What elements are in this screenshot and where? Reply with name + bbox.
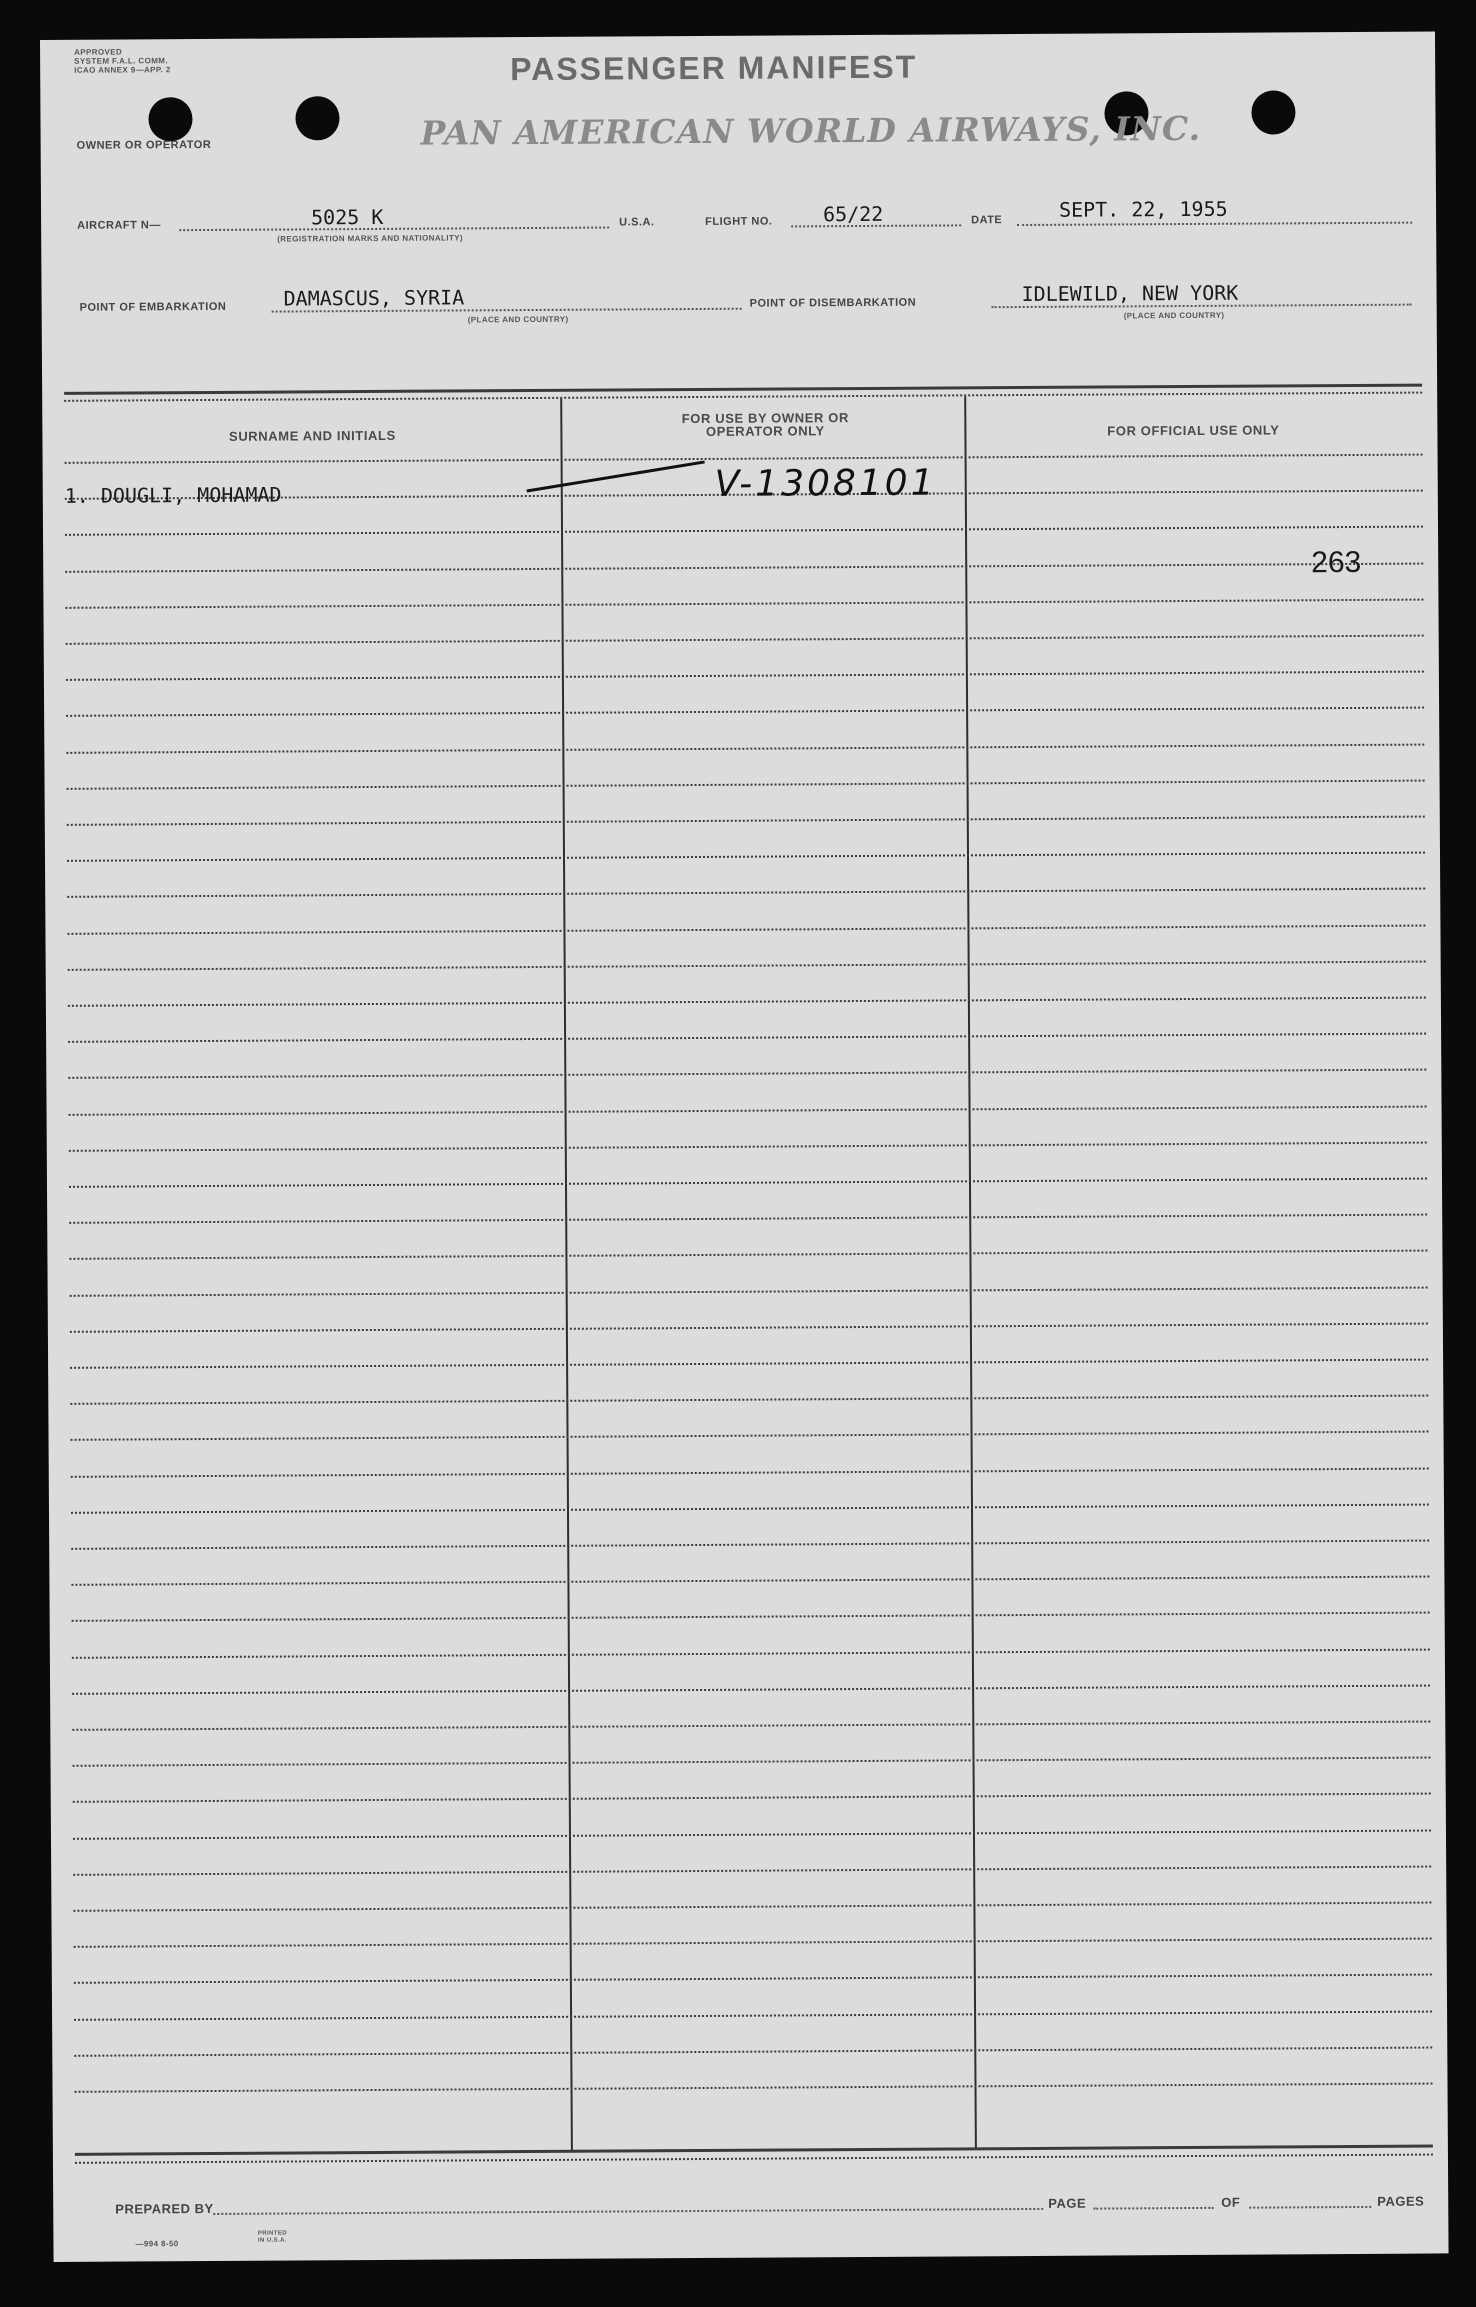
of-line (1249, 2206, 1371, 2209)
table-row-line (74, 2010, 1432, 2020)
approval-line: SYSTEM F.A.L. COMM. (74, 56, 168, 66)
table-row-line (73, 1829, 1431, 1839)
table-row-line (71, 1576, 1429, 1586)
table-row-line (73, 1902, 1431, 1912)
table-row-line (70, 1359, 1428, 1369)
table-row-line (70, 1395, 1428, 1405)
table-row-line (68, 1033, 1426, 1043)
print-code: —994 8-50 (135, 2239, 179, 2249)
table-row-line (69, 1214, 1427, 1224)
passenger-name: 1. DOUGLI, MOHAMAD (64, 482, 282, 508)
table-row-line (75, 2083, 1433, 2093)
table-row-line (72, 1648, 1430, 1658)
prepared-label: PREPARED BY (115, 2200, 214, 2217)
column-header-official-use: FOR OFFICIAL USE ONLY (1107, 422, 1280, 439)
visa-number: V-1308101 (714, 462, 937, 505)
table-row-line (66, 743, 1424, 753)
approval-line: APPROVED (74, 47, 123, 57)
approval-line: ICAO ANNEX 9—APP. 2 (74, 65, 171, 75)
table-row-line (67, 779, 1425, 789)
page-line (1093, 2207, 1213, 2210)
table-row-line (73, 1865, 1431, 1875)
table-row-line (66, 671, 1424, 681)
table-row-line (72, 1612, 1430, 1622)
embarkation-label: POINT OF EMBARKATION (79, 300, 227, 314)
aircraft-line (179, 227, 609, 232)
column-header-owner-use: FOR USE BY OWNER OR OPERATOR ONLY (681, 410, 849, 439)
date-line (1017, 222, 1412, 226)
table-row-line (69, 1141, 1427, 1151)
table-row-line (69, 1250, 1427, 1260)
form-title: PASSENGER MANIFEST (510, 48, 918, 88)
approval-block (74, 47, 171, 75)
table-row-line (73, 1757, 1431, 1767)
column-header-surname: SURNAME AND INITIALS (228, 427, 396, 444)
table-row-line (69, 1178, 1427, 1188)
date-value: SEPT. 22, 1955 (1058, 196, 1228, 222)
table-row-line (74, 2046, 1432, 2056)
passenger-table (64, 384, 1433, 2154)
check-mark (525, 456, 715, 497)
table-row-line (69, 1105, 1427, 1115)
table-row-line (71, 1503, 1429, 1513)
pages-label: PAGES (1377, 2193, 1425, 2209)
aircraft-sublabel: (REGISTRATION MARKS AND NATIONALITY) (277, 233, 464, 244)
disembarkation-label: POINT OF DISEMBARKATION (749, 296, 917, 310)
table-row-line (65, 526, 1423, 536)
usa-label: U.S.A. (619, 216, 655, 229)
manifest-page (40, 31, 1449, 2261)
operator-name: PAN AMERICAN WORLD AIRWAYS, INC. (420, 108, 1202, 153)
punch-hole (1251, 90, 1295, 134)
flight-label: FLIGHT NO. (705, 215, 773, 228)
table-row-line (66, 707, 1424, 717)
disembarkation-value: IDLEWILD, NEW YORK (1021, 280, 1239, 307)
flight-value: 65/22 (823, 201, 884, 227)
table-row-line (68, 1069, 1426, 1079)
table-row-line (71, 1467, 1429, 1477)
punch-hole (295, 96, 339, 140)
aircraft-value: 5025 K (311, 204, 384, 230)
table-row-line (72, 1721, 1430, 1731)
table-row-line (73, 1793, 1431, 1803)
table-row-line (71, 1431, 1429, 1441)
table-row-line (65, 454, 1423, 464)
table-row-line (65, 562, 1423, 572)
table-row-line (67, 852, 1425, 862)
disembarkation-sublabel: (PLACE AND COUNTRY) (1123, 310, 1225, 321)
table-row-line (74, 1974, 1432, 1984)
table-row-line (70, 1322, 1428, 1332)
table-row-line (67, 924, 1425, 934)
of-label: OF (1221, 2194, 1241, 2210)
table-row-line (67, 816, 1425, 826)
table-bottom-rule (75, 2154, 1433, 2164)
table-row-line (65, 598, 1423, 608)
punch-hole (148, 97, 192, 141)
prepared-line (213, 2208, 1043, 2215)
column-separator (964, 396, 977, 2148)
table-row-line (72, 1684, 1430, 1694)
table-row-line (66, 635, 1424, 645)
table-row-line (70, 1286, 1428, 1296)
union-printer-mark: PRINTED IN U.S.A. (257, 2230, 287, 2244)
date-label: DATE (971, 214, 1003, 227)
page-label: PAGE (1048, 2195, 1087, 2211)
table-row-line (68, 997, 1426, 1007)
column-separator (560, 399, 573, 2151)
table-row-line (67, 888, 1425, 898)
aircraft-label: AIRCRAFT N— (77, 219, 161, 232)
official-number: 263 (1311, 545, 1362, 580)
embarkation-value: DAMASCUS, SYRIA (283, 285, 465, 311)
table-row-line (71, 1540, 1429, 1550)
table-row-line (74, 1938, 1432, 1948)
owner-label: OWNER OR OPERATOR (76, 138, 212, 152)
embarkation-sublabel: (PLACE AND COUNTRY) (467, 314, 569, 325)
table-row-line (68, 960, 1426, 970)
